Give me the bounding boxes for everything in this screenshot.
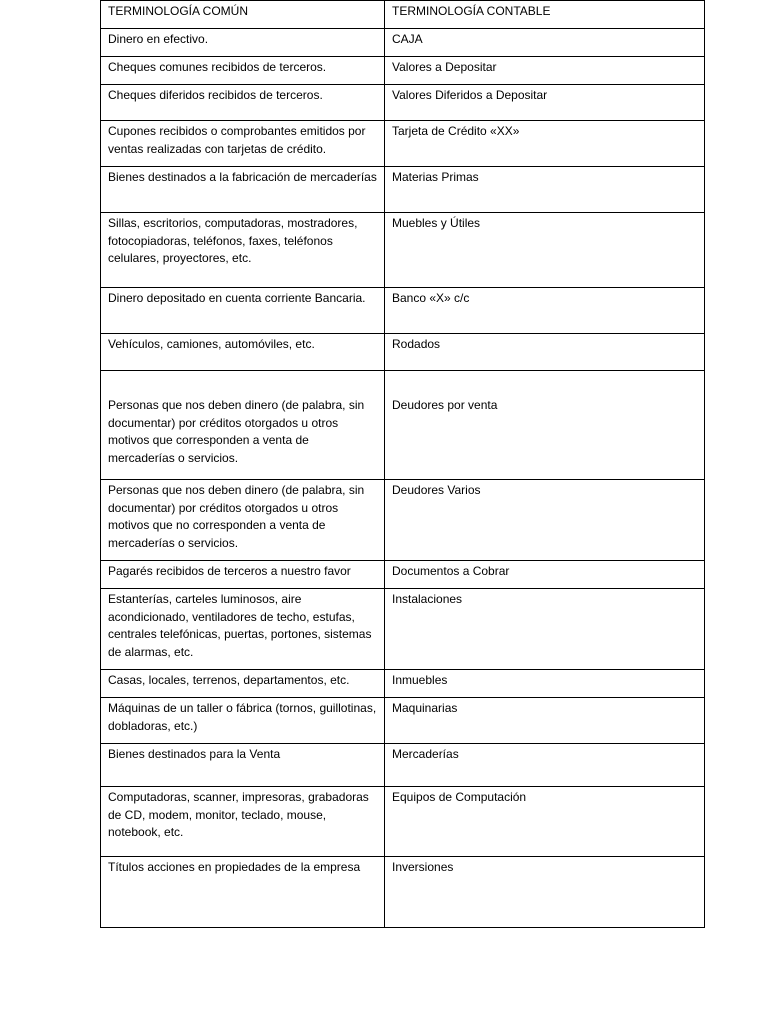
common-term-cell: Computadoras, scanner, impresoras, grabadoras de CD, modem, monitor, teclado, mouse, notebook, etc. [101, 787, 385, 857]
table-row [101, 480, 705, 561]
terminology-table [100, 0, 705, 928]
table-row [101, 857, 705, 928]
common-term-cell: Máquinas de un taller o fábrica (tornos, guillotinas, dobladoras, etc.) [101, 698, 385, 744]
common-term-cell: Dinero depositado en cuenta corriente Bancaria. [101, 288, 385, 334]
table-row [101, 561, 705, 589]
table-row [101, 670, 705, 698]
table-row [101, 371, 705, 480]
accounting-term-cell: Deudores Varios [385, 480, 705, 561]
accounting-term-cell: Materias Primas [385, 167, 705, 213]
common-term-cell: Casas, locales, terrenos, departamentos, etc. [101, 670, 385, 698]
accounting-term-cell: Maquinarias [385, 698, 705, 744]
common-term-cell: Dinero en efectivo. [101, 29, 385, 57]
header-common: TERMINOLOGÍA COMÚN [101, 1, 385, 29]
common-term-cell: Vehículos, camiones, automóviles, etc. [101, 334, 385, 371]
accounting-term-cell: Valores a Depositar [385, 57, 705, 85]
table-row [101, 121, 705, 167]
table-row [101, 29, 705, 57]
accounting-term-cell: Documentos a Cobrar [385, 561, 705, 589]
common-term-cell: Estanterías, carteles luminosos, aire acondicionado, ventiladores de techo, estufas, centrales telefónicas, puertas, portones, sistemas de alarmas, etc. [101, 589, 385, 670]
common-term-cell: Cheques diferidos recibidos de terceros. [101, 85, 385, 121]
accounting-term-cell: Deudores por venta [385, 371, 705, 480]
common-term-cell: Sillas, escritorios, computadoras, mostradores, fotocopiadoras, teléfonos, faxes, teléfonos celulares, proyectores, etc. [101, 213, 385, 288]
common-term-cell: Bienes destinados a la fabricación de mercaderías [101, 167, 385, 213]
common-term-cell: Cheques comunes recibidos de terceros. [101, 57, 385, 85]
common-term-cell: Personas que nos deben dinero (de palabra, sin documentar) por créditos otorgados u otros motivos que no corresponden a venta de mercaderías o servicios. [101, 480, 385, 561]
table-row [101, 85, 705, 121]
table-row [101, 589, 705, 670]
table-row [101, 288, 705, 334]
accounting-term-cell: Valores Diferidos a Depositar [385, 85, 705, 121]
accounting-term-cell: Muebles y Útiles [385, 213, 705, 288]
accounting-term-cell: Inversiones [385, 857, 705, 928]
common-term-cell: Cupones recibidos o comprobantes emitidos por ventas realizadas con tarjetas de crédito. [101, 121, 385, 167]
accounting-term-cell: Equipos de Computación [385, 787, 705, 857]
table-row [101, 57, 705, 85]
table-row [101, 167, 705, 213]
accounting-term-cell: Instalaciones [385, 589, 705, 670]
table-header-row [101, 1, 705, 29]
accounting-term-cell: Mercaderías [385, 744, 705, 787]
common-term-cell: Personas que nos deben dinero (de palabra, sin documentar) por créditos otorgados u otros motivos que corresponden a venta de mercaderías o servicios. [101, 371, 385, 480]
accounting-term-cell: CAJA [385, 29, 705, 57]
common-term-cell: Títulos acciones en propiedades de la empresa [101, 857, 385, 928]
table-row [101, 213, 705, 288]
header-accounting: TERMINOLOGÍA CONTABLE [385, 1, 705, 29]
table-row [101, 334, 705, 371]
accounting-term-cell: Tarjeta de Crédito «XX» [385, 121, 705, 167]
accounting-term-cell: Rodados [385, 334, 705, 371]
accounting-term-cell: Inmuebles [385, 670, 705, 698]
common-term-cell: Pagarés recibidos de terceros a nuestro favor [101, 561, 385, 589]
accounting-term-cell: Banco «X» c/c [385, 288, 705, 334]
common-term-cell: Bienes destinados para la Venta [101, 744, 385, 787]
table-row [101, 744, 705, 787]
table-row [101, 698, 705, 744]
table-row [101, 787, 705, 857]
